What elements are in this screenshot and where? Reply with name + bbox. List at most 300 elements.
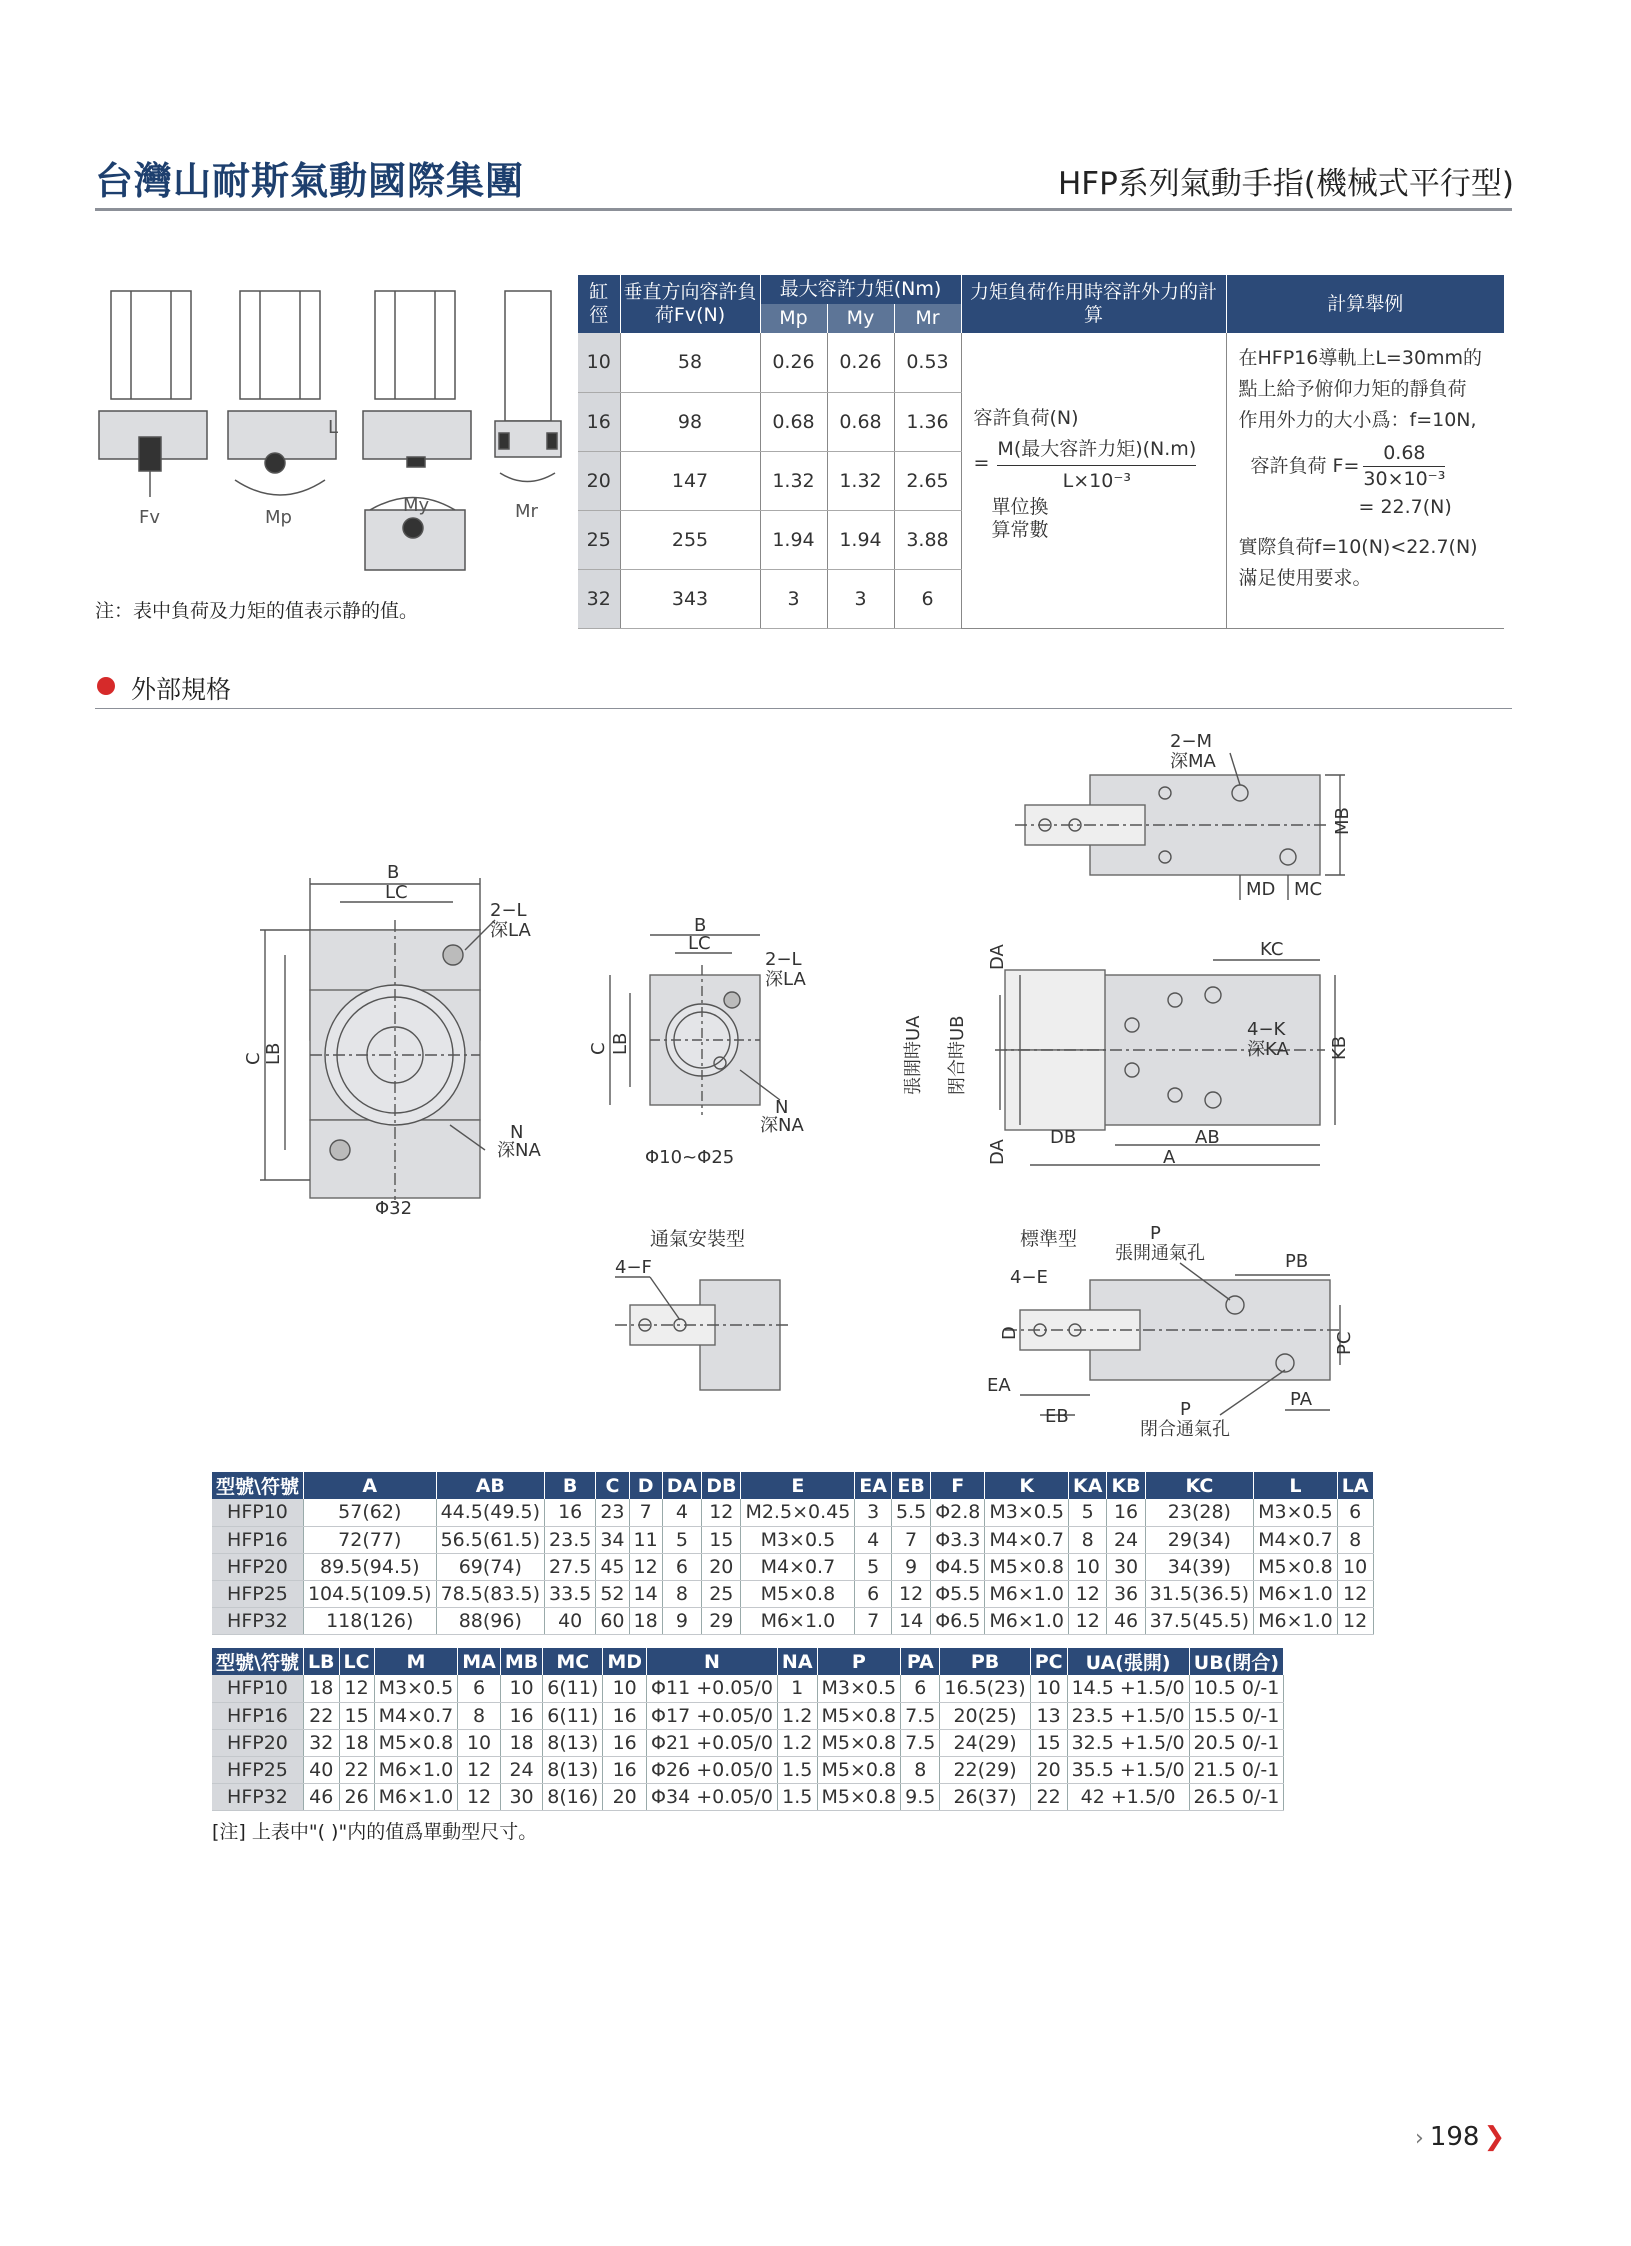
spec-cell: 11 [629,1526,662,1553]
spec-cell: 16 [545,1499,596,1526]
spec-cell: 72(77) [303,1526,436,1553]
spec-cell: M5×0.8 [817,1783,901,1810]
table-row: 10 58 0.26 0.26 0.53 容許負荷(N) = M(最大容許力矩)(N.m) L×10⁻³ 單位換 算常數 在HFP16導軌上L=30mm的 點上給予俯仰力矩的靜負荷 作用外力的大小爲：f=10N, 容許負荷 F= $\frac{0.68}{\text{30×10⁻³}}$ = 22.7(N) 實際負荷f=10(N)<22.7(N) 滿足使用要求。 [578,333,1504,392]
label-lb: LB [610,1032,631,1055]
spec-col-header: KB [1107,1472,1145,1499]
drawing-front-d32 [235,860,575,1220]
spec-cell: 12 [629,1553,662,1580]
table-row [212,1729,1284,1756]
spec-col-header: AB [436,1472,544,1499]
label-la: 深LA [765,969,806,990]
spec-cell: 13 [1030,1702,1067,1729]
spec-cell: 16.5(23) [940,1675,1030,1702]
spec-cell: 16 [1107,1499,1145,1526]
spec-cell: Φ26 +0.05/0 [647,1756,778,1783]
spec-cell: 9.5 [901,1783,940,1810]
spec-col-header: PA [901,1648,940,1675]
spec-cell: 45 [596,1553,629,1580]
spec-cell: Φ11 +0.05/0 [647,1675,778,1702]
spec-cell: 1.2 [777,1702,817,1729]
spec-cell: 18 [629,1607,662,1634]
spec-col-header: C [596,1472,629,1499]
table-row: 25 255 1.94 1.94 3.88 [578,510,1504,569]
spec-col-header: 型號\符號 [212,1648,303,1675]
spec-cell: 118(126) [303,1607,436,1634]
label-da: DA [987,944,1008,970]
spec-cell: 52 [596,1580,629,1607]
section-title: 外部規格 [131,675,232,704]
spec-cell: 8 [1337,1526,1373,1553]
spec-cell: 18 [500,1729,542,1756]
spec-cell: 6(11) [543,1675,603,1702]
spec-cell: 30 [500,1783,542,1810]
label-ab: AB [1195,1127,1220,1148]
spec-cell: 5 [855,1553,892,1580]
spec-cell: 9 [891,1553,930,1580]
table-row [212,1526,1373,1553]
spec-cell: 6 [1337,1499,1373,1526]
spec-cell: 24 [1107,1526,1145,1553]
spec-cell: 23.5 +1.5/0 [1067,1702,1189,1729]
spec-col-header: E [741,1472,855,1499]
label-da-2: DA [987,1139,1008,1165]
spec-cell: 8(13) [543,1729,603,1756]
spec-cell: 34 [596,1526,629,1553]
label-c: C [588,1042,609,1055]
spec-cell: 16 [603,1756,647,1783]
spec-cell: HFP32 [212,1783,303,1810]
table-row: 32 343 3 3 6 [578,569,1504,628]
load-note: 注：表中負荷及力矩的值表示静的值。 [95,600,419,622]
spec-cell: Φ3.3 [931,1526,985,1553]
spec-cell: 22 [1030,1783,1067,1810]
series-title: HFP系列氣動手指(機械式平行型) [1057,166,1514,202]
spec-cell: 7.5 [901,1729,940,1756]
spec-cell: 46 [303,1783,339,1810]
label-4e: 4−E [1010,1267,1048,1288]
spec-table-2 [212,1648,1284,1811]
spec-col-header: K [985,1472,1069,1499]
spec-col-header: MC [543,1648,603,1675]
spec-cell: 1 [777,1675,817,1702]
spec-col-header: MA [458,1648,501,1675]
spec-cell: Φ6.5 [931,1607,985,1634]
spec-cell: 23.5 [545,1526,596,1553]
spec-cell: 10 [603,1675,647,1702]
label-ub: 閉合時UB [947,1015,968,1095]
spec-col-header: PB [940,1648,1030,1675]
spec-cell: HFP10 [212,1675,303,1702]
label-db: DB [1050,1127,1077,1148]
spec-cell: 5 [1069,1499,1107,1526]
spec-cell: Φ34 +0.05/0 [647,1783,778,1810]
spec-col-header: F [931,1472,985,1499]
spec-cell: 69(74) [436,1553,544,1580]
spec-cell: 20 [702,1553,741,1580]
spec-cell: 42 +1.5/0 [1067,1783,1189,1810]
spec-col-header: M [374,1648,458,1675]
spec-cell: M6×1.0 [374,1783,458,1810]
label-n: N [510,1122,524,1143]
spec-cell: 16 [603,1702,647,1729]
spec-cell: 15 [1030,1729,1067,1756]
table-row [212,1499,1373,1526]
spec-note: [注] 上表中"( )"内的值爲單動型尺寸。 [212,1821,538,1843]
section-bullet-icon [97,677,115,695]
label-lc: LC [385,882,408,903]
label-kb: KB [1329,1035,1350,1060]
mp-label: Mp [265,507,292,528]
label-p-close-text: 閉合通氣孔 [1140,1419,1230,1440]
spec-cell: M6×1.0 [1254,1607,1338,1634]
spec-cell: 88(96) [436,1607,544,1634]
label-mb: MB [1332,807,1353,835]
label-c: C [243,1052,264,1065]
spec-cell: 40 [303,1756,339,1783]
spec-col-header: LA [1337,1472,1373,1499]
drawing-front-d10-25 [590,915,830,1170]
spec-cell: 37.5(45.5) [1145,1607,1253,1634]
spec-cell: 57(62) [303,1499,436,1526]
spec-cell: M5×0.8 [817,1702,901,1729]
spec-cell: 5.5 [891,1499,930,1526]
spec-cell: 33.5 [545,1580,596,1607]
spec-cell: M6×1.0 [1254,1580,1338,1607]
spec-cell: M4×0.7 [374,1702,458,1729]
l-label: L [328,417,339,438]
label-b: B [387,862,400,883]
table-row [212,1702,1284,1729]
spec-cell: 10 [1069,1553,1107,1580]
table-row: 16 98 0.68 0.68 1.36 [578,392,1504,451]
spec-cell: 12 [339,1675,374,1702]
drawing-standard-type [985,1225,1355,1445]
spec-cell: M5×0.8 [985,1553,1069,1580]
spec-cell: M5×0.8 [741,1580,855,1607]
spec-cell: 10 [1030,1675,1067,1702]
spec-cell: 56.5(61.5) [436,1526,544,1553]
spec-cell: Φ21 +0.05/0 [647,1729,778,1756]
drawing-side-view [895,935,1360,1175]
label-d10-25: Φ10~Φ25 [645,1147,735,1168]
label-d: D [999,1326,1020,1340]
col-my: My [827,304,894,333]
spec-cell: 22 [339,1756,374,1783]
spec-cell: 30 [1107,1553,1145,1580]
spec-cell: 16 [603,1729,647,1756]
spec-cell: 32.5 +1.5/0 [1067,1729,1189,1756]
spec-cell: 35.5 +1.5/0 [1067,1756,1189,1783]
spec-table-1 [212,1472,1374,1635]
spec-col-header: EB [891,1472,930,1499]
spec-cell: M3×0.5 [985,1499,1069,1526]
label-ma: 深MA [1170,751,1216,772]
spec-col-header: A [303,1472,436,1499]
spec-cell: 14.5 +1.5/0 [1067,1675,1189,1702]
spec-cell: M6×1.0 [374,1756,458,1783]
spec-cell: HFP25 [212,1756,303,1783]
fv-label: Fv [139,507,161,528]
arrow-right-icon: ❯ [1483,2122,1506,2152]
spec-cell: 6(11) [543,1702,603,1729]
spec-cell: HFP25 [212,1580,303,1607]
table-row [212,1580,1373,1607]
spec-cell: M5×0.8 [817,1756,901,1783]
calc-denominator: L×10⁻³ [1062,469,1131,492]
spec-cell: 8(13) [543,1756,603,1783]
spec-cell: M4×0.7 [985,1526,1069,1553]
spec-cell: 12 [1337,1607,1373,1634]
spec-cell: 7.5 [901,1702,940,1729]
spec-cell: 12 [458,1783,501,1810]
calc-cell: 容許負荷(N) = M(最大容許力矩)(N.m) L×10⁻³ 單位換 算常數 [961,333,1226,628]
spec-col-header: NA [777,1648,817,1675]
label-eb: EB [1045,1406,1069,1427]
spec-cell: HFP16 [212,1526,303,1553]
spec-cell: 25 [702,1580,741,1607]
spec-cell: 18 [303,1675,339,1702]
spec-col-header: EA [855,1472,892,1499]
spec-cell: 27.5 [545,1553,596,1580]
spec-cell: 24 [500,1756,542,1783]
spec-cell: 4 [662,1499,701,1526]
my-label: My [403,495,430,516]
spec-col-header: B [545,1472,596,1499]
spec-cell: HFP20 [212,1729,303,1756]
spec-cell: 15 [339,1702,374,1729]
spec-col-header: DA [662,1472,701,1499]
spec-cell: 6 [855,1580,892,1607]
spec-cell: 20(25) [940,1702,1030,1729]
spec-cell: 12 [702,1499,741,1526]
spec-cell: 6 [662,1553,701,1580]
spec-cell: 12 [1069,1607,1107,1634]
spec-cell: 15.5 0/-1 [1189,1702,1284,1729]
spec-cell: M3×0.5 [817,1675,901,1702]
spec-cell: Φ4.5 [931,1553,985,1580]
label-kc: KC [1260,939,1284,960]
spec-cell: Φ2.8 [931,1499,985,1526]
spec-cell: M5×0.8 [374,1729,458,1756]
label-b: B [694,915,707,936]
spec-cell: 22(29) [940,1756,1030,1783]
spec-cell: 34(39) [1145,1553,1253,1580]
col-example: 計算舉例 [1226,275,1504,333]
spec-col-header: D [629,1472,662,1499]
label-2m: 2−M [1170,731,1213,752]
label-4k: 4−K [1247,1019,1286,1040]
spec-col-header: DB [702,1472,741,1499]
spec-cell: 10 [500,1675,542,1702]
spec-cell: M2.5×0.45 [741,1499,855,1526]
label-p-open-text: 張開通氣孔 [1115,1243,1205,1264]
spec-cell: 8 [458,1702,501,1729]
label-n: N [775,1097,789,1118]
spec-cell: 23 [596,1499,629,1526]
page-number: › 198 ❯ [1415,2122,1506,2152]
spec-col-header: LB [303,1648,339,1675]
spec-cell: 6 [901,1675,940,1702]
label-lb: LB [263,1042,284,1065]
spec-cell: 12 [1337,1580,1373,1607]
spec-cell: M5×0.8 [1254,1553,1338,1580]
label-d32: Φ32 [375,1198,413,1219]
label-p-close: P [1180,1399,1191,1420]
spec-cell: 15 [702,1526,741,1553]
col-bore: 缸徑 [578,275,620,333]
spec-cell: 4 [855,1526,892,1553]
col-calc: 力矩負荷作用時容許外力的計算 [961,275,1226,333]
spec-cell: 104.5(109.5) [303,1580,436,1607]
spec-cell: 7 [855,1607,892,1634]
spec-cell: HFP32 [212,1607,303,1634]
header-divider [95,208,1512,211]
spec-cell: 20 [1030,1756,1067,1783]
label-2l: 2−L [765,949,802,970]
spec-cell: 12 [891,1580,930,1607]
spec-cell: M4×0.7 [741,1553,855,1580]
spec-cell: 14 [891,1607,930,1634]
spec-cell: 60 [596,1607,629,1634]
spec-cell: 36 [1107,1580,1145,1607]
spec-cell: M6×1.0 [985,1607,1069,1634]
spec-cell: 18 [339,1729,374,1756]
spec-cell: 29(34) [1145,1526,1253,1553]
std-type-title: 標準型 [1020,1228,1078,1250]
spec-cell: 46 [1107,1607,1145,1634]
spec-cell: 1.5 [777,1783,817,1810]
spec-cell: HFP16 [212,1702,303,1729]
spec-cell: 20.5 0/-1 [1189,1729,1284,1756]
spec-col-header: KC [1145,1472,1253,1499]
spec-cell: 16 [500,1702,542,1729]
spec-cell: HFP20 [212,1553,303,1580]
spec-col-header: P [817,1648,901,1675]
spec-cell: 31.5(36.5) [1145,1580,1253,1607]
spec-cell: M5×0.8 [817,1729,901,1756]
spec-cell: 8 [901,1756,940,1783]
spec-cell: M3×0.5 [374,1675,458,1702]
example-cell: 在HFP16導軌上L=30mm的 點上給予俯仰力矩的靜負荷 作用外力的大小爲：f=10N, 容許負荷 F= $\frac{0.68}{\text{30×10⁻³}}$ = 22.7(N) 實際負荷f=10(N)<22.7(N) 滿足使用要求。 [1226,333,1504,628]
label-p-open: P [1150,1223,1161,1244]
spec-col-header: KA [1069,1472,1107,1499]
spec-col-header: UA(張開) [1067,1648,1189,1675]
mr-label: Mr [515,501,538,522]
spec-cell: 26 [339,1783,374,1810]
table-row [212,1607,1373,1634]
spec-cell: 22 [303,1702,339,1729]
table-row [212,1675,1284,1702]
spec-cell: 20 [603,1783,647,1810]
spec-cell: 26(37) [940,1783,1030,1810]
company-title: 台灣山耐斯氣動國際集團 [95,159,525,203]
spec-col-header: LC [339,1648,374,1675]
label-ua: 張開時UA [903,1015,924,1095]
col-mp: Mp [760,304,827,333]
spec-cell: 8 [1069,1526,1107,1553]
label-pb: PB [1285,1251,1309,1272]
spec-cell: 78.5(83.5) [436,1580,544,1607]
spec-cell: 8 [662,1580,701,1607]
spec-col-header: N [647,1648,778,1675]
spec-col-header: MD [603,1648,647,1675]
calc-numerator: M(最大容許力矩)(N.m) [997,434,1196,466]
spec-cell: M4×0.7 [1254,1526,1338,1553]
spec-col-header: 型號\符號 [212,1472,303,1499]
spec-cell: M6×1.0 [741,1607,855,1634]
spec-cell: 7 [891,1526,930,1553]
vent-type-title: 通氣安裝型 [650,1228,746,1250]
col-fv: 垂直方向容許負荷Fv(N) [620,275,760,333]
label-pa: PA [1290,1389,1313,1410]
spec-cell: 44.5(49.5) [436,1499,544,1526]
spec-cell: 10 [1337,1553,1373,1580]
label-la: 深LA [490,920,531,941]
spec-cell: 7 [629,1499,662,1526]
table-row [212,1783,1284,1810]
label-ka: 深KA [1247,1039,1289,1060]
spec-col-header: MB [500,1648,542,1675]
label-na: 深NA [760,1115,804,1136]
spec-col-header: L [1254,1472,1338,1499]
label-mc: MC [1294,879,1323,900]
spec-cell: M6×1.0 [985,1580,1069,1607]
spec-cell: 40 [545,1607,596,1634]
label-2l: 2−L [490,900,527,921]
spec-col-header: PC [1030,1648,1067,1675]
spec-col-header: UB(閉合) [1189,1648,1284,1675]
table-row: 20 147 1.32 1.32 2.65 [578,451,1504,510]
spec-cell: 1.5 [777,1756,817,1783]
spec-cell: 29 [702,1607,741,1634]
spec-cell: 14 [629,1580,662,1607]
spec-cell: 6 [458,1675,501,1702]
label-md: MD [1246,879,1276,900]
spec-cell: 10 [458,1729,501,1756]
label-na: 深NA [497,1140,541,1161]
label-4f: 4−F [615,1257,652,1278]
col-moment: 最大容許力矩(Nm) [760,275,961,304]
spec-cell: 23(28) [1145,1499,1253,1526]
spec-cell: HFP10 [212,1499,303,1526]
load-table [578,275,1504,629]
spec-cell: 32 [303,1729,339,1756]
spec-cell: 3 [855,1499,892,1526]
chevron-right-icon: › [1415,2126,1424,2151]
table-row [212,1756,1284,1783]
spec-cell: 12 [458,1756,501,1783]
spec-cell: 8(16) [543,1783,603,1810]
drawing-vent-mount [610,1225,810,1395]
spec-cell: 9 [662,1607,701,1634]
spec-cell: 89.5(94.5) [303,1553,436,1580]
spec-cell: M3×0.5 [1254,1499,1338,1526]
spec-cell: 24(29) [940,1729,1030,1756]
col-mr: Mr [894,304,961,333]
spec-cell: 21.5 0/-1 [1189,1756,1284,1783]
spec-cell: 1.2 [777,1729,817,1756]
spec-cell: M3×0.5 [741,1526,855,1553]
spec-cell: 12 [1069,1580,1107,1607]
drawing-top-view [1010,725,1353,900]
label-lc: LC [688,933,711,954]
spec-cell: Φ17 +0.05/0 [647,1702,778,1729]
load-diagrams [95,285,570,590]
spec-cell: 26.5 0/-1 [1189,1783,1284,1810]
label-a: A [1163,1147,1176,1168]
label-ea: EA [987,1375,1011,1396]
spec-cell: 5 [662,1526,701,1553]
